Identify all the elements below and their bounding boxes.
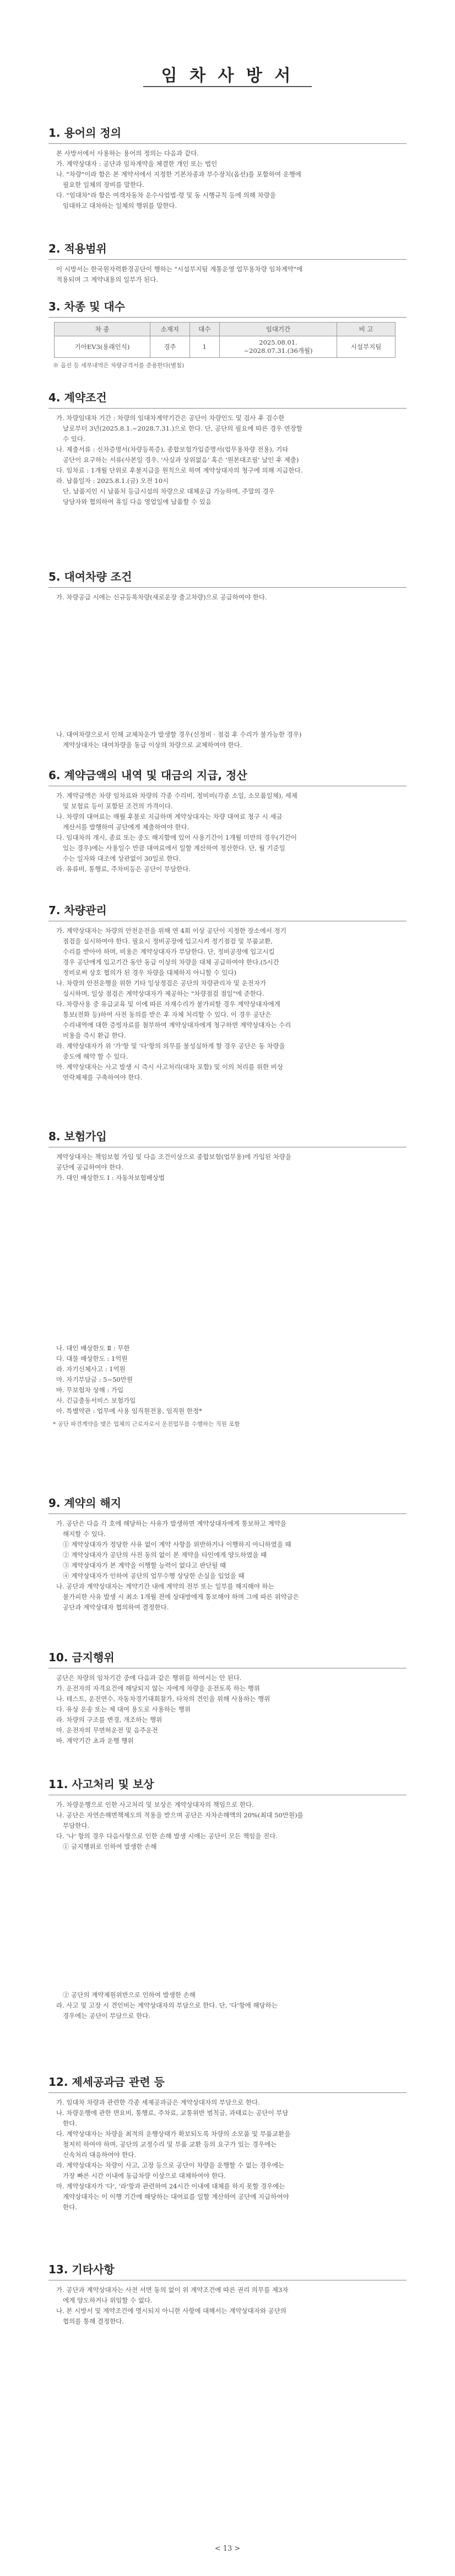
paragraph-line: 다. "임대차"라 함은 여객자동차 운수사업법·령 및 동 시행규칙 등에 의해 차량을 (56, 191, 276, 199)
paragraph-line: 에게 양도하거나 위임할 수 없다. (63, 2296, 153, 2304)
section-heading: 1. 용어의 정의 (48, 126, 122, 139)
table-cell: 경주 (150, 336, 190, 358)
paragraph-line: 라. 차량의 구조를 변경, 개조하는 행위 (56, 1716, 162, 1724)
paragraph-line: 비용을 즉시 환급 한다. (63, 1032, 126, 1039)
paragraph-line: 계약상대자는 대여차량을 동급 이상의 차량으로 교체하여야 한다. (63, 741, 242, 749)
paragraph-line: 본 사방서에서 사용하는 용어의 정의는 다음과 같다. (56, 149, 199, 157)
paragraph-line: 임대하고 대차하는 일체의 행위를 말한다. (63, 202, 177, 210)
section-heading: 7. 차량관리 (48, 904, 107, 917)
paragraph-line: ③ 계약상대자가 본 계약을 이행할 능력이 없다고 판단될 때 (63, 1561, 226, 1569)
section-heading: 4. 계약조건 (48, 391, 107, 404)
paragraph-line: 경우 공단에게 입고기간 동안 동급 이상의 차량을 대체 공급하여야 한다.(5시간 (63, 958, 279, 966)
paragraph-line: 아. 특별약관 : 업무에 사용 임직원전용, 임직원 한정* (56, 1407, 202, 1415)
table-cell: 기아EV3(용래인식) (55, 336, 150, 358)
blank-space (48, 1852, 407, 1990)
paragraph-line: 공단은 차량의 임차기간 중에 다음과 같은 행위를 하여서는 안 된다. (56, 1674, 242, 1682)
paragraph-line: 계약상대자는 책임보험 가입 및 다음 조건이상으로 종합보험(업무용)에 가입된 차량을 (56, 1153, 292, 1161)
section-divider (48, 143, 407, 144)
paragraph-line: 날로부터 3년(2025.8.1.~2028.7.31.)으로 한다. 단, 공단의 필요에 따른 경우 연장할 (63, 425, 303, 432)
table-note: ※ 옵션 등 세부내역은 차량규격서를 준용한다(별첨) (53, 362, 185, 369)
paragraph-line: 계약상대자는 이 이행 기간에 해당하는 대여료를 일할 계산하여 공단에 지급하여야 (63, 2193, 289, 2201)
paragraph-line: 가. 계약금액은 차량 임차료와 차량의 각종 수리비, 정비비(각종 소일, 소모품일체), 세제 (56, 792, 297, 799)
section-divider (48, 317, 407, 318)
paragraph-line: 가. 운전자의 자격요건에 해당되지 않는 자에게 차량을 운전토록 하는 행위 (56, 1684, 260, 1692)
section-divider (48, 2092, 407, 2093)
paragraph-line: 라. 계약상대자가 위 '가'항 및 '다'항의 의무를 불성실하게 할 경우 공단은 동 차량을 (56, 1042, 285, 1050)
paragraph-line: 가. 차량공급 시에는 신규등록차량(새로운장 출고차량)으로 공급하여야 한다. (56, 593, 267, 601)
section-heading: 2. 적용범위 (48, 242, 107, 255)
paragraph-line: 점검을 실시하여야 한다. 필요시 정비공장에 입고시켜 정기점검 및 부품교환, (63, 937, 273, 945)
column-header: 대수 (189, 323, 219, 336)
paragraph-line: 라. 사고 및 고장 시 견인비는 계약상대자의 부담으로 한다. 단, '다'항에 해당하는 (56, 2001, 278, 2009)
section-termination (48, 1494, 407, 1613)
paragraph-line: 다. 차량사용 중 유급교육 및 이에 따른 자재수리가 불가피할 경우 계약상대자에게 (56, 1000, 280, 1008)
paragraph-line: 나. 대여차량으로서 인해 교체차운가 발생할 경우(신정비 · 점검 후 수리가 불가능한 경우) (56, 731, 302, 738)
section-misc (48, 2261, 407, 2327)
paragraph-line: 공단이 요구하는 서류(사본일 경우, '사실과 상위없음' 혹은 '원본대조필' 날인 후 제출) (63, 456, 299, 464)
column-header: 차 종 (55, 323, 150, 336)
column-header: 비 고 (337, 323, 396, 336)
paragraph-line: 당담자와 협의하여 휴일 다음 영업일에 납품할 수 있음 (63, 498, 212, 506)
paragraph-line: 바. 계약기간 초과 운행 행위 (56, 1737, 134, 1745)
paragraph-line: 한다. (63, 2119, 77, 2127)
section-heading: 11. 사고처리 및 보상 (48, 1778, 154, 1791)
section-heading: 12. 제세공과금 관련 등 (48, 2075, 165, 2089)
paragraph-line: 나. 공단과 계약상대자는 계약기간 내에 계약의 전부 또는 일부를 해지해야 하는 (56, 1582, 274, 1590)
paragraph-line: 다. 유상 운송 또는 제 대여 용도로 사용하는 행위 (56, 1705, 191, 1713)
paragraph-line: 있는 경우)에는 사용일수 만큼 대여료에서 일할 계산하여 정산한다. 단, 월 기준일 (63, 844, 285, 852)
section-contract-terms (48, 389, 407, 507)
document-title: 임 차 사 방 서 (161, 66, 294, 85)
paragraph-line: 나. 차량의 대여료는 매월 후불로 지급하며 계약상대자는 차량 대여료 청구 시 세금 (56, 813, 283, 820)
paragraph-line: 실시하며, 일상 점검은 계약상대자가 제공하는 "차량점검 점일"에 준한다. (63, 990, 264, 997)
paragraph-line: 이 시방서는 한국원자력환경공단이 행하는 "시설부지팀 계통운영 업무용차량 임차계약"에 (56, 265, 303, 273)
paragraph-line: 나. 대인 배상한도 Ⅱ : 무한 (56, 1344, 130, 1352)
paragraph-line: 다. 계약상대자는 차량을 최적의 운행상태가 확보되도록 차량의 소모품 및 부품교환을 (56, 2130, 291, 2138)
section-heading: 6. 계약금액의 내역 및 대금의 지급, 정산 (48, 769, 247, 782)
paragraph-line: 라. 유류비, 통행료, 주차비등은 공단이 부담한다. (56, 865, 191, 873)
paragraph-line: 부담한다. (63, 1822, 90, 1829)
paragraph-line: 다. '나' 항의 경우 다음사항으로 인한 손해 발생 시에는 공단이 모든 책임을 진다. (56, 1832, 278, 1840)
paragraph-line: 사. 긴급출동서비스 보험가입 (56, 1397, 136, 1404)
paragraph-line: 경우에는 공단이 부담으로 한다. (63, 2012, 151, 2020)
paragraph-line: 나. "차량"이라 함은 본 계약서에서 지정한 기본차종과 부수장치(옵션)를 포함하여 운행에 (56, 170, 301, 178)
section-vehicle-management (48, 901, 407, 1083)
paragraph-line: 가. 대인 배상한도 Ⅰ : 자동차보험배상법 (56, 1174, 165, 1182)
paragraph-line: 수리내역에 대한 증빙자료를 첨부하여 계약상대자에게 청구하면 계약상대자는 수리 (63, 1021, 291, 1029)
paragraph-line: 가. 차량임대차 기간 : 차량의 임대차계약기간은 공단이 차량인도 및 검사 후 검수한 (56, 414, 285, 422)
paragraph-line: 계산서를 발행하여 공단에게 제출하여야 한다. (63, 823, 189, 831)
section-scope (48, 240, 407, 285)
section-divider (48, 259, 407, 260)
paragraph-line: 수리를 받아야 하며, 비용은 계약상대자가 부담한다. 단, 정비공장에 입고시킬 (63, 948, 275, 956)
paragraph-line: 통보(전화 등)하여 사전 동의를 받은 후 자체 처리할 수 있다. 이 경우 공단은 (63, 1011, 272, 1018)
paragraph-line: 나. 공단은 자연손해면책제도의 적용을 받으며 공단은 자차손해액의 20%(최대 50만원)를 (56, 1811, 304, 1819)
paragraph-line: 가. 차량운행으로 인한 사고처리 및 보상은 계약상대자의 책임으로 한다. (56, 1801, 254, 1808)
paragraph-line: 정비로써 상호 협의가 된 경우 차량을 대체하지 아니할 수 있다) (63, 969, 237, 976)
paragraph-line: 나. 차량운행에 관한 면요비, 통행료, 주차료, 교통위반 범칙금, 과태료는 공단이 부담 (56, 2109, 289, 2117)
section-vehicle-conditions (48, 568, 407, 750)
section-heading: 3. 차종 및 대수 (48, 300, 126, 313)
paragraph-line: 수 있다. (63, 435, 85, 443)
table-row (55, 336, 396, 358)
section-vehicle-table (48, 298, 407, 369)
blank-space (48, 603, 407, 729)
paragraph-line: 마. 운전자의 무면허운전 및 음주운전 (56, 1726, 158, 1734)
paragraph-line: ② 계약상대자가 공단의 사전 동의 없이 본 계약을 타인에게 양도하였을 때 (63, 1551, 267, 1559)
paragraph-line: 해지할 수 있다. (63, 1530, 106, 1538)
section-accident-handling (48, 1775, 407, 2021)
paragraph-line: 나. 테스트, 운전연수, 자동차경기대회참가, 타차의 견인을 위해 사용하는 행위 (56, 1695, 270, 1703)
paragraph-line: 협의를 통해 결정한다. (63, 2317, 124, 2325)
section-payment (48, 766, 407, 874)
paragraph-line: 다. 임대차의 개시, 종료 또는 중도 해지함에 있어 사용기간이 1개월 미만의 경우(기간이 (56, 834, 297, 841)
paragraph-line: 다. 대물 배상한도 : 1억원 (56, 1355, 128, 1362)
paragraph-line: 철저히 하여야 하며, 공단의 교정수리 및 부품 교환 등의 요구가 있는 경우에는 (63, 2140, 277, 2148)
column-header: 임대기간 (219, 323, 337, 336)
section-heading: 5. 대여차량 조건 (48, 570, 132, 583)
paragraph-line: 나. 차량의 안전운행을 위한 기타 일상정검은 공단의 차량관리자 및 운전자가 (56, 979, 266, 987)
paragraph-line: 필요한 일체의 장비를 말한다. (63, 181, 144, 189)
table-cell: 시설부지팀 (337, 336, 396, 358)
table-header-row (55, 323, 396, 336)
vehicle-table (54, 322, 396, 358)
paragraph-line: 가. 계약상대자 : 공단과 임차계약을 체결한 개인 또는 법인 (56, 160, 218, 168)
paragraph-line: 마. 계약상대자가 '다', '라'항과 관련하여 24시간 이내에 대체를 하지 못할 경우에는 (56, 2182, 285, 2190)
title-underline (143, 86, 312, 87)
section-taxes (48, 2073, 407, 2213)
paragraph-line: ② 공단의 계약제원위반으로 인하여 발생한 손해 (63, 1991, 196, 1999)
section-heading: 13. 기타사항 (48, 2263, 115, 2276)
paragraph-line: 라. 납품일자 : 2025.8.1.(금) 오전 10시 (56, 477, 169, 485)
paragraph-line: 한다. (63, 2203, 77, 2211)
paragraph-line: 라. 자기신체사고 : 1억원 (56, 1365, 126, 1373)
paragraph-line: 불가피한 사유 발생 시 최소 1개월 전에 상대방에게 통보해야 하며 그에 따른 위약금은 (63, 1593, 299, 1601)
paragraph-line: 가. 공단과 계약상대자는 사전 서면 동의 없이 위 계약조건에 따른 권리 의무를 제3자 (56, 2286, 289, 2294)
paragraph-line: 라. 계약상대자는 차량이 사고, 고장 등으로 공단이 차량을 운행할 수 없는 경우에는 (56, 2161, 285, 2169)
paragraph-line: ① 계약상대자가 정당한 사유 없이 계약 사항을 위반하거나 이행하지 아니하였을 때 (63, 1541, 291, 1548)
section-heading: 8. 보험가입 (48, 1130, 107, 1143)
paragraph-line: 마. 계약상대자는 사고 발생 시 즉시 사고처리(대차 포함) 및 이의 처리를 위한 비상 (56, 1063, 283, 1071)
section-prohibited-acts (48, 1649, 407, 1746)
insurance-note: * 공단 파견계약을 맺은 업체의 근로자로서 운전업무를 수행하는 직원 포함 (53, 1421, 240, 1427)
paragraph-line: 공단과 계약상대자 협의하여 결정한다. (63, 1603, 169, 1611)
paragraph-line: 단, 납품지인 시 납품처 등급시설의 차량으로 대체운급 가능하며, 주말의 경우 (63, 487, 275, 495)
table-cell: 2025.08.01. ~2028.07.31.(36개월) (219, 336, 337, 358)
paragraph-line: 공단에 공급하여야 한다. (56, 1163, 124, 1171)
section-heading: 10. 금지행위 (48, 1651, 115, 1664)
paragraph-line: 중도에 해약 할 수 있다. (63, 1053, 128, 1060)
paragraph-line: 나. 제출서류 : 신차증명서(차량등록증), 종합보험가입증명서(업무용차량 전용), 기타 (56, 446, 289, 453)
section-insurance (48, 1128, 407, 1428)
paragraph-line: 연락체제를 구축하여야 한다. (63, 1074, 143, 1081)
section-heading: 9. 계약의 해지 (48, 1496, 122, 1510)
blank-space (48, 1183, 407, 1343)
paragraph-line: 마. 자기부담금 : 5~50만원 (56, 1376, 133, 1383)
column-header: 소재지 (150, 323, 190, 336)
paragraph-line: 및 보험료 등이 포함된 조건의 가격이다. (63, 802, 173, 810)
paragraph-line: 가. 계약상대자는 차량의 안전운전을 위해 연 4회 이상 공단이 지정한 장소에서 정기 (56, 927, 286, 935)
section-definitions (48, 124, 407, 211)
section-divider (48, 587, 407, 588)
paragraph-line: 가. 임대차 차량과 관련한 각종 세제공과금은 계약상대자의 부담으로 한다. (56, 2099, 260, 2106)
paragraph-line: ① 금지행위로 인하여 발생한 손해 (63, 1843, 157, 1850)
paragraph-line: 수는 일자와 대조에 상관없이 30일로 한다. (63, 855, 181, 862)
paragraph-line: 가. 공단은 다음 각 호에 해당하는 사유가 발생하면 계약상대자에게 통보하고 계약을 (56, 1520, 286, 1527)
paragraph-line: 가장 빠른 시간 이내에 동급차량 이상으로 대체하여야 한다. (63, 2172, 226, 2180)
paragraph-line: ④ 계약상대자가 인하여 공단의 업무수행 상당한 손실을 입었을 때 (63, 1572, 245, 1580)
paragraph-line: 적용되며 그 계약내용의 일부가 된다. (56, 276, 158, 283)
paragraph-line: 신속처리 대응하여야 한다. (63, 2151, 137, 2159)
section-divider (48, 408, 407, 409)
page-number: < 13 > (214, 2545, 241, 2553)
paragraph-line: 나. 본 시방서 및 계약조건에 명시되지 아니한 사항에 대해서는 계약상대자와 공단의 (56, 2307, 286, 2315)
table-cell: 1 (189, 336, 219, 358)
paragraph-line: 다. 임차료 : 1개월 단위로 후불지급을 원칙으로 하며 계약상대자의 청구에 의해 지급한다. (56, 466, 303, 474)
paragraph-line: 바. 무보험차 상해 : 가입 (56, 1386, 124, 1394)
